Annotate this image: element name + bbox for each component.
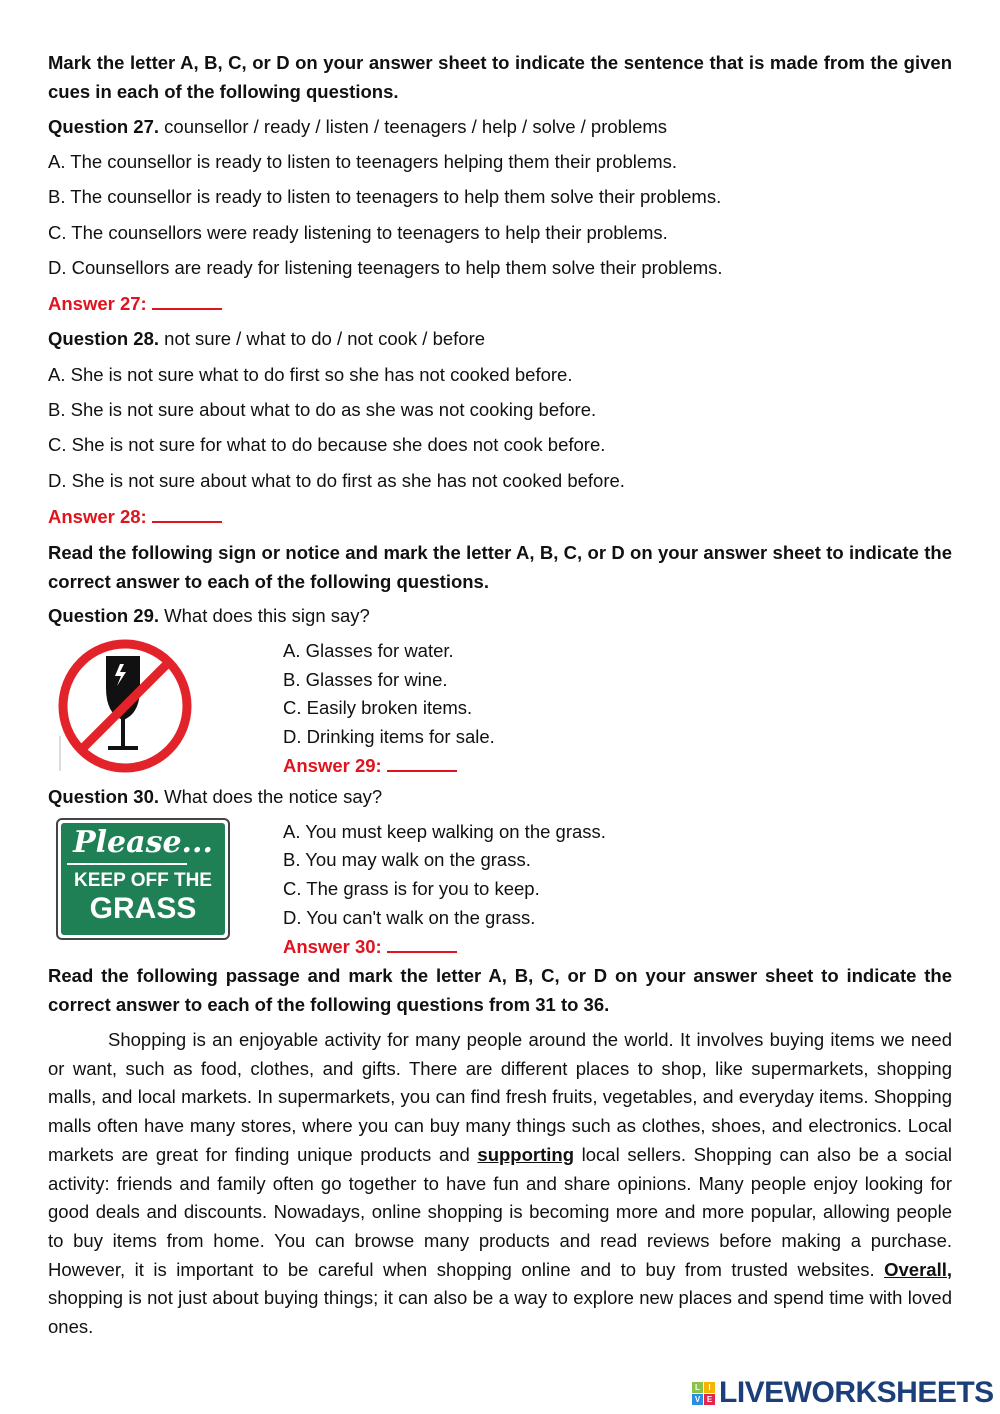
answer-label: Answer 30:	[283, 936, 382, 957]
passage-text: Shopping is an enjoyable activity for many people around the world. It involves buying items we need or want, such as food, clothes, and gifts. There are different places to shop, like supermarkets, shopping malls, and local markets. In supermarkets, you can find fresh fruits, vegetables, and everyday items. Shopping malls often have many stores, where you can buy many things such as clothes, shoes, and electronics. Local markets are great for finding unique products and	[48, 1029, 952, 1165]
question-label: Question 30.	[48, 786, 160, 807]
passage-text: local sellers. Shopping can also be a social activity: friends and family often go together to have fun and share opinions. Many people enjoy looking for good deals and discounts. Nowadays, online shopping is becoming more and more popular, allowing people to buy items from home. You can browse many products and read reviews before making a purchase. However, it is important to be careful when shopping online and to buy from trusted websites.	[48, 1143, 952, 1280]
question-label: Question 27.	[48, 116, 160, 137]
liveworksheets-logo	[692, 1376, 994, 1410]
option-a: A. You must keep walking on the grass.	[283, 821, 606, 842]
question-30	[48, 785, 952, 809]
answer-label: Answer 28:	[48, 506, 147, 527]
option-c: C. The grass is for you to keep.	[283, 878, 540, 899]
option-c: C. Easily broken items.	[283, 697, 473, 718]
logo-letter: E	[704, 1394, 715, 1405]
option-b: B. Glasses for wine.	[283, 669, 448, 690]
question-28	[48, 327, 952, 351]
question-label: Question 28.	[48, 328, 160, 349]
logo-letter: I	[704, 1382, 715, 1393]
question-27	[48, 115, 952, 139]
answer-30	[283, 935, 457, 959]
underlined-word-overall: Overall,	[884, 1258, 952, 1280]
question-prompt: not sure / what to do / not cook / before	[164, 328, 486, 349]
question-prompt: What does the notice say?	[164, 786, 383, 807]
answer-27	[48, 292, 952, 316]
answer-blank[interactable]	[152, 505, 222, 523]
option-b: B. You may walk on the grass.	[283, 849, 531, 870]
option-b: B. The counsellor is ready to listen to teenagers to help them solve their problems.	[48, 186, 722, 207]
question-label: Question 29.	[48, 605, 160, 626]
question-29	[48, 604, 952, 628]
option-d: D. Counsellors are ready for listening teenagers to help them solve their problems.	[48, 257, 723, 278]
keep-off-grass-sign	[56, 818, 230, 940]
option-b: B. She is not sure about what to do as she was not cooking before.	[48, 399, 597, 420]
sign-line-keep-off: KEEP OFF THE	[74, 870, 212, 891]
answer-blank[interactable]	[387, 754, 457, 772]
underlined-word-supporting: supporting	[477, 1143, 574, 1165]
question-prompt: counsellor / ready / listen / teenagers / help / solve / problems	[164, 116, 668, 137]
no-fragile-glass-sign-icon	[54, 636, 198, 776]
section3-instruction: Read the following passage and mark the letter A, B, C, or D on your answer sheet to indicate the correct answer to each of the following questions from 31 to 36.	[48, 965, 952, 1015]
option-d: D. She is not sure about what to do first as she has not cooked before.	[48, 470, 625, 491]
passage-text: shopping is not just about buying things; it can also be a way to explore new places and spend time with loved ones.	[48, 1287, 952, 1338]
option-a: A. Glasses for water.	[283, 640, 454, 661]
logo-letter: L	[692, 1382, 703, 1393]
section2-instruction: Read the following sign or notice and mark the letter A, B, C, or D on your answer sheet to indicate the correct answer to each of the following questions.	[48, 542, 952, 592]
section1-instruction: Mark the letter A, B, C, or D on your answer sheet to indicate the sentence that is made from the given cues in each of the following questions.	[48, 52, 952, 102]
option-d: D. Drinking items for sale.	[283, 726, 495, 747]
answer-label: Answer 29:	[283, 755, 382, 776]
answer-28	[48, 505, 952, 529]
sign-line-please: Please...	[73, 825, 213, 860]
answer-29	[283, 754, 457, 778]
option-c: C. She is not sure for what to do because she does not cook before.	[48, 434, 606, 455]
reading-passage	[48, 1026, 952, 1342]
answer-blank[interactable]	[152, 292, 222, 310]
option-d: D. You can't walk on the grass.	[283, 907, 536, 928]
option-a: A. The counsellor is ready to listen to teenagers helping them their problems.	[48, 151, 677, 172]
logo-letter: V	[692, 1394, 703, 1405]
answer-label: Answer 27:	[48, 293, 147, 314]
option-c: C. The counsellors were ready listening to teenagers to help their problems.	[48, 222, 668, 243]
option-a: A. She is not sure what to do first so she has not cooked before.	[48, 364, 573, 385]
logo-blocks-icon	[692, 1382, 715, 1405]
question-prompt: What does this sign say?	[164, 605, 370, 626]
answer-blank[interactable]	[387, 935, 457, 953]
logo-text: LIVEWORKSHEETS	[719, 1376, 994, 1409]
sign-line-grass: GRASS	[89, 892, 197, 925]
